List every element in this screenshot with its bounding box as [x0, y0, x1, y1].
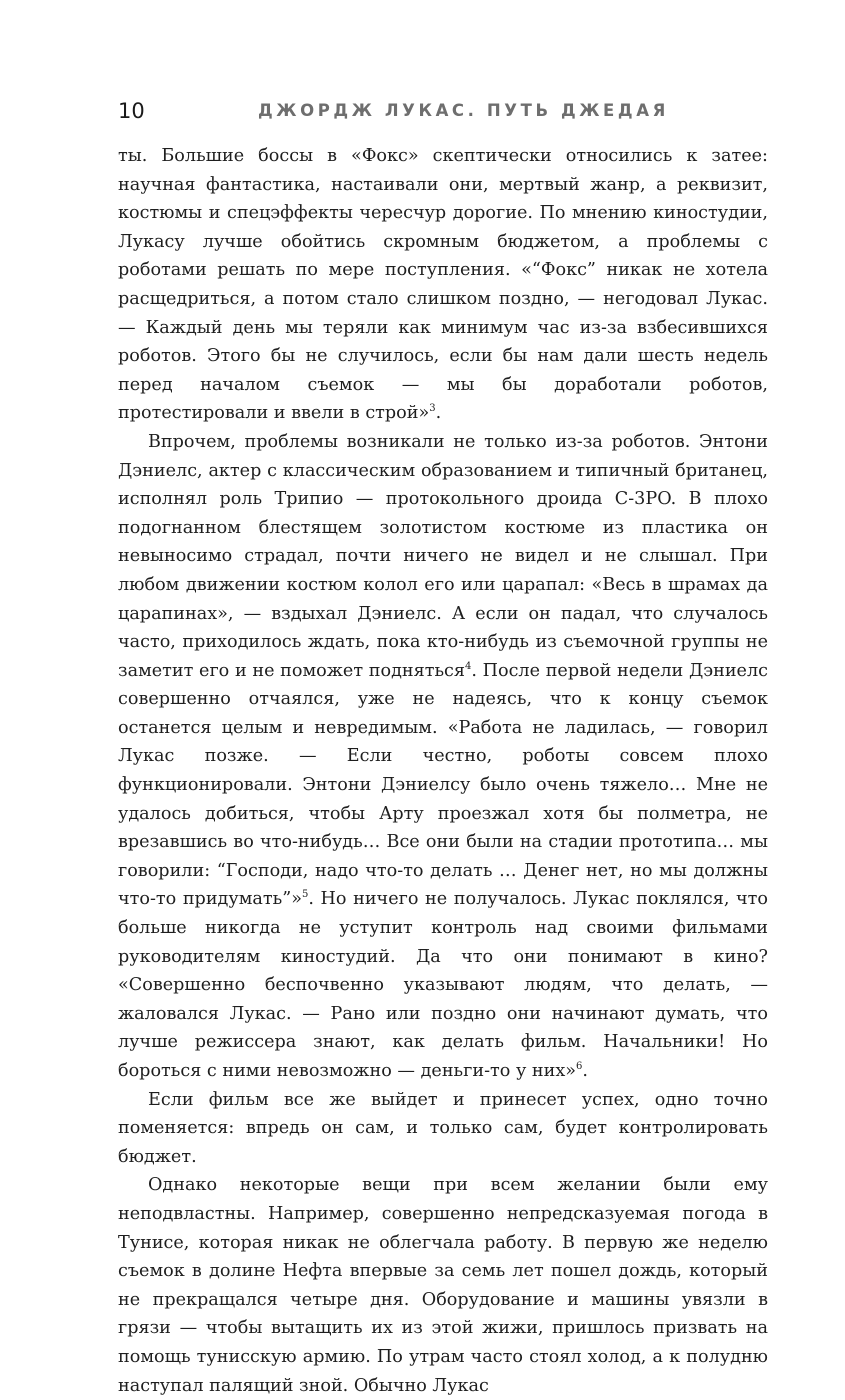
- paragraph-1-text: ты. Большие боссы в «Фокс» скептически относились к затее: научная фантастика, настаивали они, мертвый жанр, а реквизит, костюмы и спецэффекты чересчур дорогие. По мнению киностудии, Лукасу лучше обойтись скромным бюджетом, а проблемы с роботами решать по мере поступления. «“Фокс” никак не хотела расщедриться, а потом стало слишком поздно, — негодовал Лукас. — Каждый день мы теряли как минимум час из-за взбесившихся роботов. Этого бы не случилось, если бы нам дали шесть недель перед началом съемок — мы бы доработали роботов, протестировали и ввели в строй»: [118, 146, 768, 424]
- page-number: 10: [118, 99, 145, 123]
- paragraph-2-text-b: . После первой недели Дэниелс совершенно отчаялся, уже не надеясь, что к концу съемок останется целым и невредимым. «Работа не ладилась, — говорил Лукас позже. — Если честно, роботы совсем плохо функционировали. Энтони Дэниелсу было очень тяжело… Мне не удалось добиться, чтобы Арту проезжал хотя бы полметра, не врезавшись во что-нибудь… Все они были на стадии прототипа… мы говорили: “Господи, надо что-то делать … Денег нет, но мы должны что-то придумать”»: [118, 660, 768, 910]
- footnote-ref-3[interactable]: 3: [429, 403, 436, 415]
- paragraph-1: [118, 142, 768, 428]
- footnote-ref-4[interactable]: 4: [465, 660, 472, 672]
- paragraph-4-text: Однако некоторые вещи при всем желании были ему неподвластны. Например, совершенно непредсказуемая погода в Тунисе, которая никак не облегчала работу. В первую же неделю съемок в долине Нефта впервые за семь лет пошел дождь, который не прекращался четыре дня. Оборудование и машины увязли в грязи — чтобы вытащить их из этой жижи, пришлось призвать на помощь тунисскую армию. По утрам часто стоял холод, а к полудню наступал палящий зной. Обычно Лукас: [118, 1175, 768, 1396]
- paragraph-2: [118, 428, 768, 1086]
- paragraph-4: [118, 1171, 768, 1400]
- footnote-ref-5[interactable]: 5: [301, 889, 309, 901]
- paragraph-1-tail: .: [435, 403, 442, 424]
- paragraph-2-text-c: . Но ничего не получалось. Лукас поклялся, что больше никогда не уступит контроль над своими фильмами руководителям киностудий. Да что они понимают в кино? «Совершенно беспочвенно указывают людям, что делать, — жаловался Лукас. — Рано или поздно они начинают думать, что лучше режиссера знают, как делать фильм. Начальники! Но бороться с ними невозможно — деньги-то у них»: [118, 889, 768, 1081]
- paragraph-3: [118, 1086, 768, 1172]
- paragraph-2-text-a: Впрочем, проблемы возникали не только из-за роботов. Энтони Дэниелс, актер с классическим образованием и типичный британец, исполнял роль Трипио — протокольного дроида C-3PO. В плохо подогнанном блестящем золотистом костюме из пластика он невыносимо страдал, почти ничего не видел и не слышал. При любом движении костюм колол его или царапал: «Весь в шрамах да царапинах», — вздыхал Дэниелс. А если он падал, что случалось часто, приходилось ждать, пока кто-нибудь из съемочной группы не заметит его и не поможет подняться: [118, 431, 768, 681]
- running-title: ДЖОРДЖ ЛУКАС. ПУТЬ ДЖЕДАЯ: [258, 101, 669, 120]
- footnote-ref-6[interactable]: 6: [576, 1061, 583, 1073]
- running-header: [118, 96, 768, 126]
- paragraph-3-text: Если фильм все же выйдет и принесет успех, одно точно поменяется: впредь он сам, и только сам, будет контролировать бюджет.: [118, 1089, 768, 1167]
- body-text: [118, 142, 768, 1400]
- paragraph-2-tail: .: [582, 1061, 588, 1081]
